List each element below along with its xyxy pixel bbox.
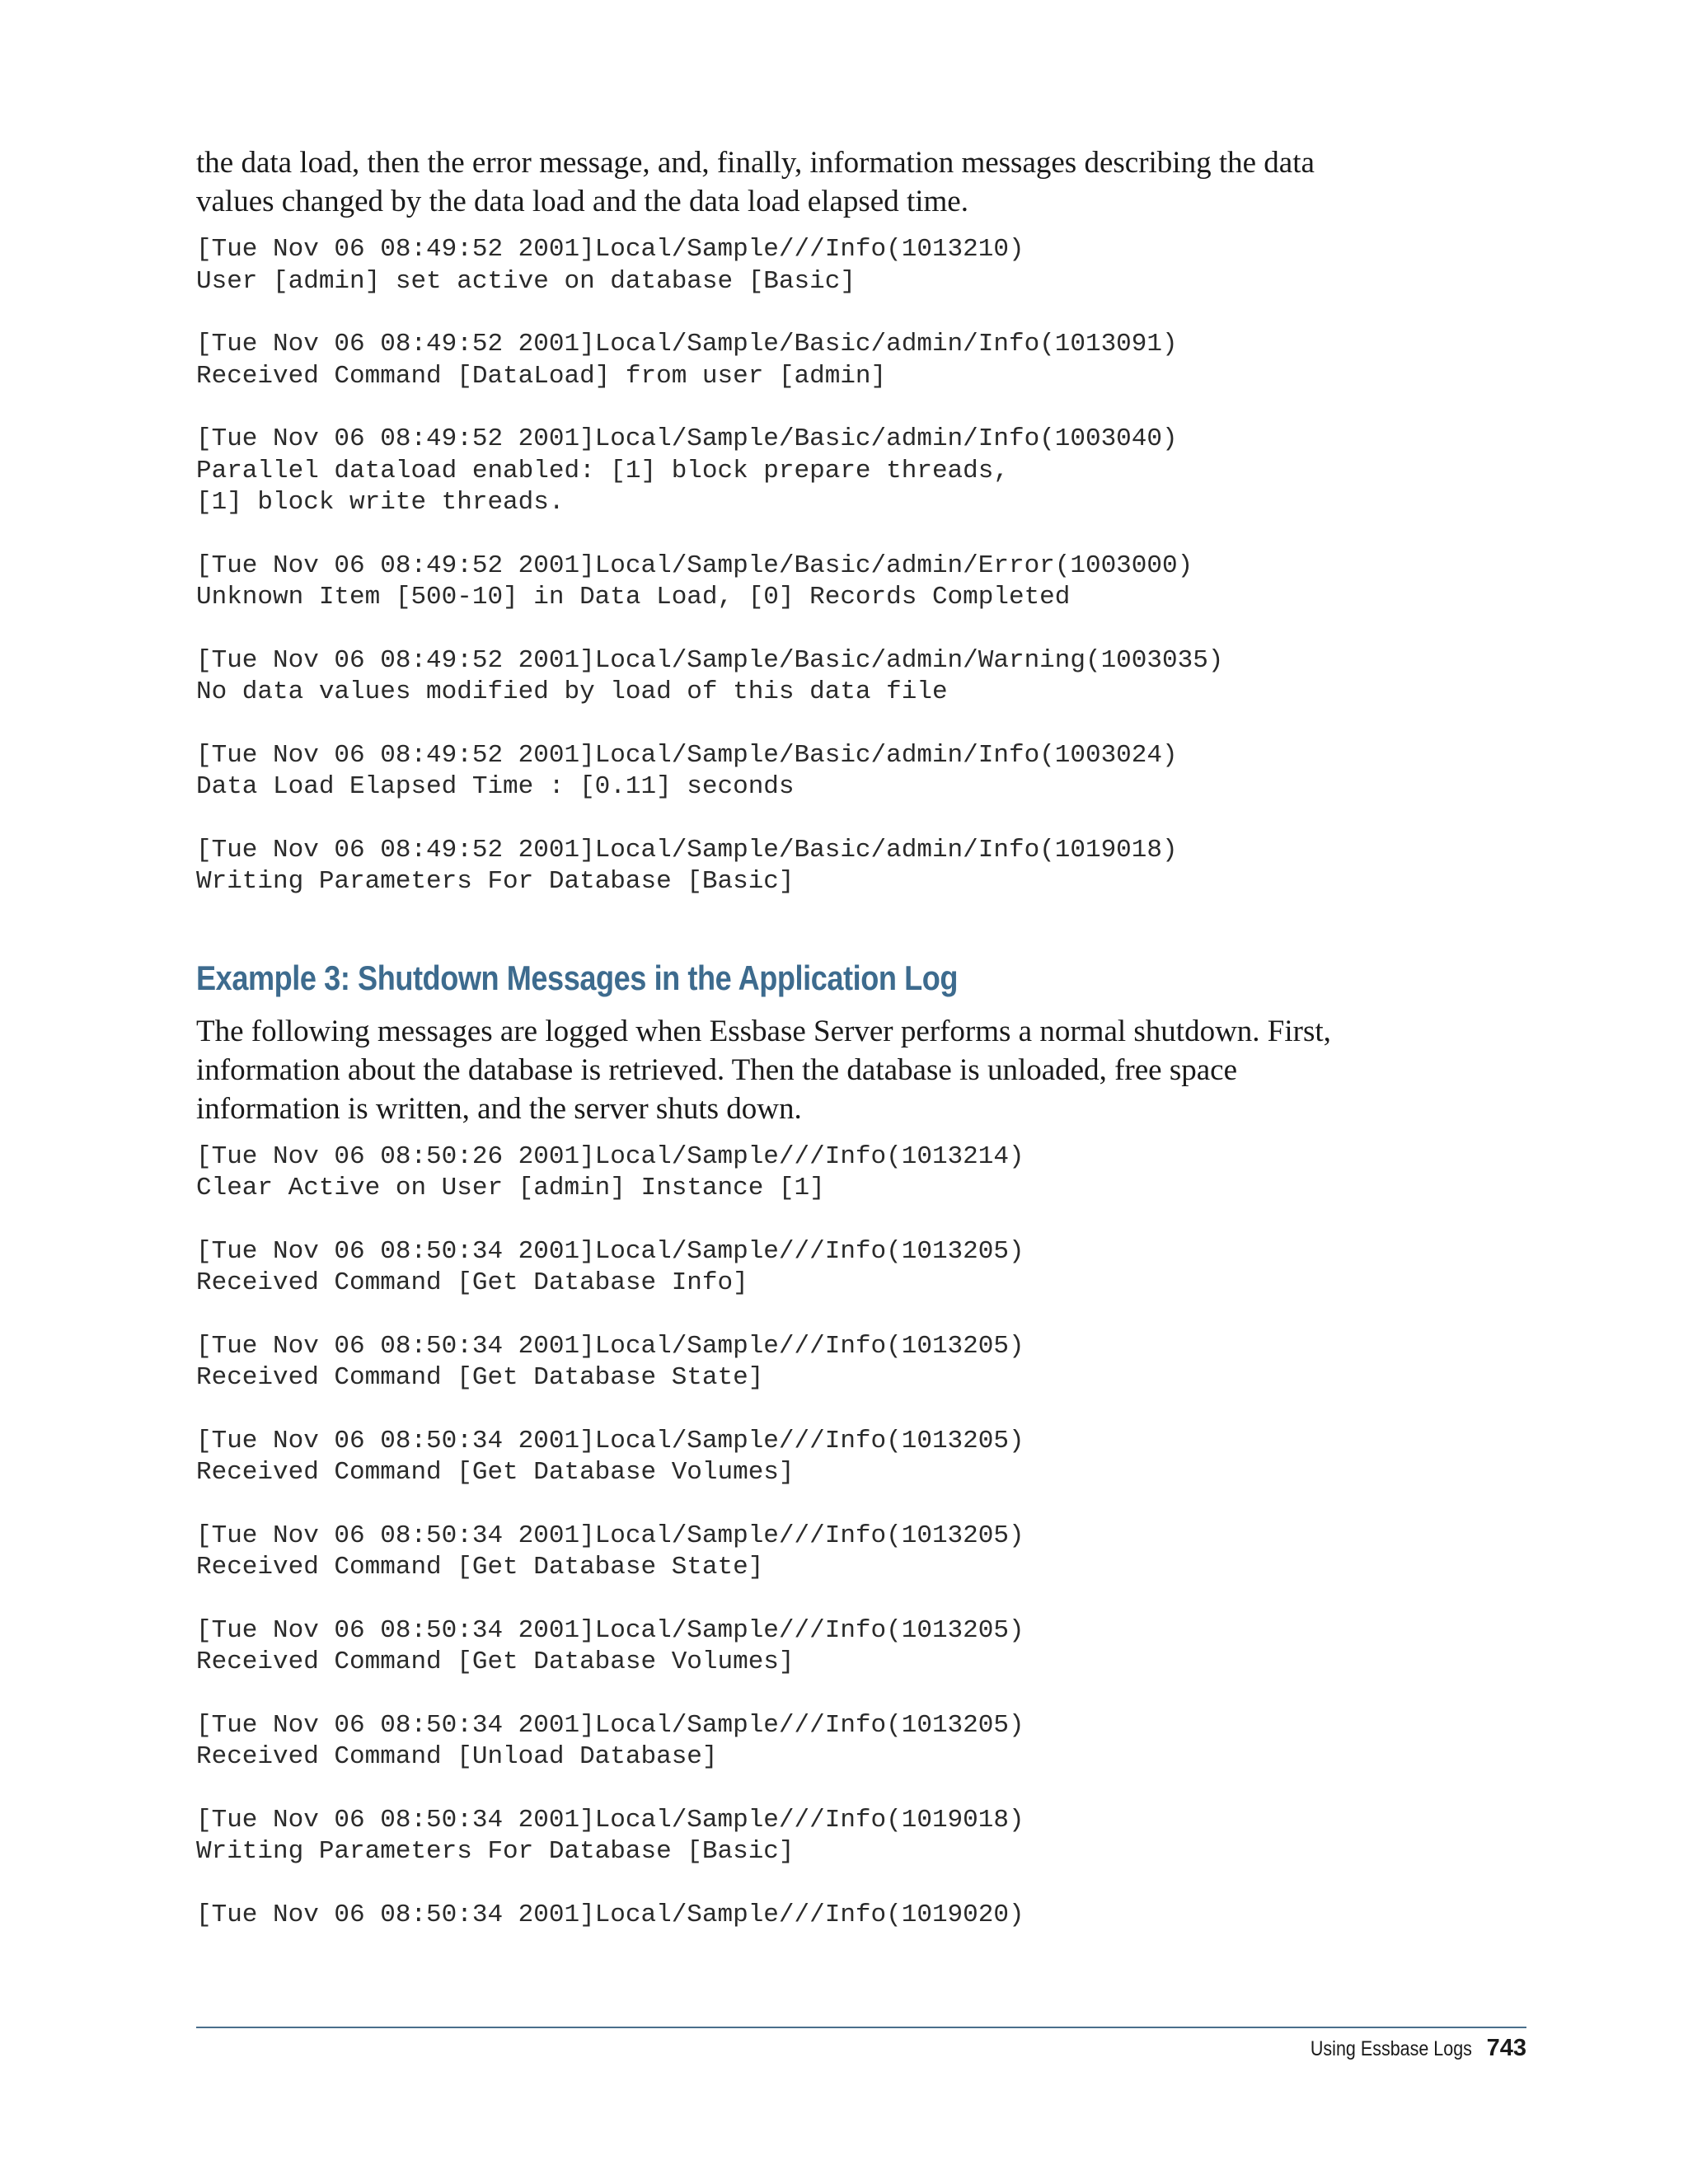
log-entry — [196, 1521, 1548, 1584]
log-line: [Tue Nov 06 08:49:52 2001]Local/Sample///Info(1013210) — [196, 235, 1025, 264]
log-entry — [196, 234, 1548, 298]
log-line: Unknown Item [500-10] in Data Load, [0] Records Completed — [196, 583, 1071, 612]
log-line: [Tue Nov 06 08:49:52 2001]Local/Sample/Basic/admin/Info(1003040) — [196, 424, 1178, 453]
log-line: [Tue Nov 06 08:49:52 2001]Local/Sample/Basic/admin/Error(1003000) — [196, 551, 1193, 580]
log-line: User [admin] set active on database [Basic] — [196, 266, 856, 296]
log-entry — [196, 551, 1548, 614]
log-line: [Tue Nov 06 08:50:34 2001]Local/Sample///Info(1013205) — [196, 1521, 1025, 1550]
log-entry — [196, 835, 1548, 898]
intro-paragraph — [196, 143, 1548, 221]
section-line: information is written, and the server shuts down. — [196, 1091, 802, 1126]
log-entry — [196, 1900, 1548, 1932]
log-line: Parallel dataload enabled: [1] block prepare threads, — [196, 456, 1009, 485]
log-line: Clear Active on User [admin] Instance [1] — [196, 1174, 825, 1202]
log-line: Data Load Elapsed Time : [0.11] seconds — [196, 772, 795, 801]
log-code-block-data-load — [196, 234, 1548, 898]
log-entry — [196, 1141, 1548, 1205]
intro-line: values changed by the data load and the data load elapsed time. — [196, 185, 968, 218]
log-line: Received Command [Get Database Info] — [196, 1268, 748, 1297]
log-entry — [196, 1710, 1548, 1774]
log-entry — [196, 645, 1548, 709]
section-paragraph — [196, 1012, 1548, 1128]
section-line: The following messages are logged when Essbase Server performs a normal shutdown. First, — [196, 1014, 1331, 1048]
log-line: [Tue Nov 06 08:50:34 2001]Local/Sample///Info(1019018) — [196, 1805, 1025, 1835]
log-line: Received Command [Get Database Volumes] — [196, 1647, 795, 1676]
log-line: [Tue Nov 06 08:50:34 2001]Local/Sample///Info(1013205) — [196, 1615, 1025, 1645]
footer-title: Using Essbase Logs — [1310, 2037, 1472, 2060]
log-line: [Tue Nov 06 08:49:52 2001]Local/Sample/Basic/admin/Warning(1003035) — [196, 645, 1224, 675]
log-line: Writing Parameters For Database [Basic] — [196, 1837, 795, 1866]
page-content — [196, 143, 1548, 1931]
log-line: [Tue Nov 06 08:50:34 2001]Local/Sample///Info(1013205) — [196, 1236, 1025, 1266]
log-line: Writing Parameters For Database [Basic] — [196, 867, 795, 896]
log-entry — [196, 1331, 1548, 1394]
page-number: 743 — [1486, 2035, 1526, 2061]
log-entry — [196, 740, 1548, 804]
log-line: [Tue Nov 06 08:50:34 2001]Local/Sample///Info(1013205) — [196, 1426, 1025, 1455]
footer-divider — [196, 2027, 1526, 2028]
log-line: [Tue Nov 06 08:50:34 2001]Local/Sample///Info(1019020) — [196, 1900, 1025, 1929]
log-line: Received Command [DataLoad] from user [admin] — [196, 361, 887, 391]
log-code-block-shutdown — [196, 1141, 1548, 1932]
log-line: No data values modified by load of this data file — [196, 677, 948, 706]
log-entry — [196, 329, 1548, 392]
log-line: Received Command [Unload Database] — [196, 1742, 718, 1771]
log-line: [Tue Nov 06 08:49:52 2001]Local/Sample/Basic/admin/Info(1003024) — [196, 740, 1178, 770]
log-line: [Tue Nov 06 08:49:52 2001]Local/Sample/Basic/admin/Info(1019018) — [196, 835, 1178, 865]
log-entry — [196, 1615, 1548, 1679]
page-footer — [1284, 2034, 1526, 2063]
log-entry — [196, 1426, 1548, 1489]
log-entry — [196, 1805, 1548, 1868]
log-line: [Tue Nov 06 08:50:26 2001]Local/Sample///Info(1013214) — [196, 1141, 1025, 1171]
log-line: [Tue Nov 06 08:50:34 2001]Local/Sample///Info(1013205) — [196, 1710, 1025, 1740]
log-entry — [196, 424, 1548, 519]
log-line: Received Command [Get Database State] — [196, 1553, 764, 1582]
log-line: Received Command [Get Database Volumes] — [196, 1458, 795, 1487]
section-line: information about the database is retrieved. Then the database is unloaded, free space — [196, 1052, 1237, 1087]
intro-line: the data load, then the error message, and, finally, information messages describing the data — [196, 146, 1315, 180]
log-line: [Tue Nov 06 08:50:34 2001]Local/Sample///Info(1013205) — [196, 1331, 1025, 1361]
log-line: [1] block write threads. — [196, 488, 565, 517]
log-line: [Tue Nov 06 08:49:52 2001]Local/Sample/Basic/admin/Info(1013091) — [196, 330, 1178, 359]
log-entry — [196, 1236, 1548, 1300]
log-line: Received Command [Get Database State] — [196, 1363, 764, 1392]
section-heading: Example 3: Shutdown Messages in the Application Log — [196, 958, 959, 997]
